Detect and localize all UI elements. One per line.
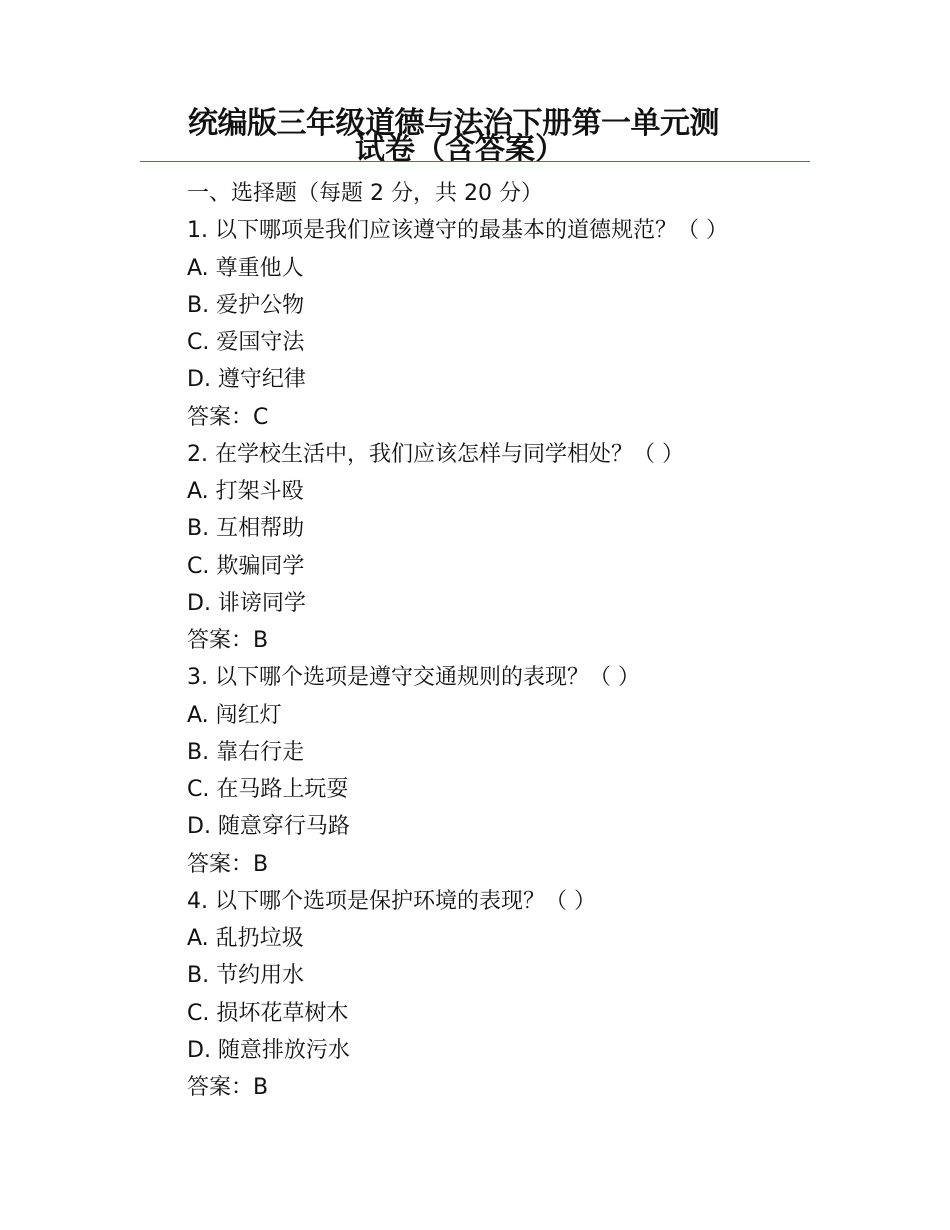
question-stem: 4. 以下哪个选项是保护环境的表现？（ ） [187, 888, 596, 914]
option-c: C. 损坏花草树木 [187, 1000, 349, 1026]
document-title [140, 104, 810, 167]
title-underline [140, 161, 810, 162]
answer: 答案：B [187, 1075, 269, 1100]
option-a: A. 闯红灯 [187, 702, 282, 728]
question-stem: 1. 以下哪项是我们应该遵守的最基本的道德规范？（ ） [187, 218, 728, 244]
option-b: B. 爱护公物 [187, 292, 305, 318]
option-d: D. 随意排放污水 [187, 1037, 350, 1063]
option-b: B. 靠右行走 [187, 739, 305, 765]
question-stem: 3. 以下哪个选项是遵守交通规则的表现？（ ） [187, 665, 640, 691]
option-b: B. 互相帮助 [187, 516, 305, 542]
option-c: C. 欺骗同学 [187, 553, 305, 579]
answer: 答案：B [187, 628, 269, 653]
section-heading: 一、选择题（每题 2 分，共 20 分） [187, 181, 543, 206]
answer: 答案：C [187, 404, 269, 430]
answer: 答案：B [187, 851, 269, 877]
document-body [187, 175, 867, 1106]
option-a: A. 乱扔垃圾 [187, 926, 304, 951]
option-c: C. 爱国守法 [187, 330, 305, 355]
question-stem: 2. 在学校生活中，我们应该怎样与同学相处？（ ） [187, 441, 684, 467]
option-a: A. 尊重他人 [187, 255, 304, 281]
option-b: B. 节约用水 [187, 963, 305, 989]
question-block [187, 659, 867, 883]
option-d: D. 随意穿行马路 [187, 814, 350, 840]
title-line-2: 试卷（含答案） [355, 132, 565, 167]
option-a: A. 打架斗殴 [187, 479, 304, 504]
option-d: D. 诽谤同学 [187, 590, 306, 616]
question-block [187, 436, 867, 660]
option-c: C. 在马路上玩耍 [187, 777, 349, 802]
title-line-1: 统编版三年级道德与法治下册第一单元测 [188, 106, 719, 141]
option-d: D. 遵守纪律 [187, 367, 306, 393]
question-block [187, 883, 867, 1107]
question-block [187, 212, 867, 436]
